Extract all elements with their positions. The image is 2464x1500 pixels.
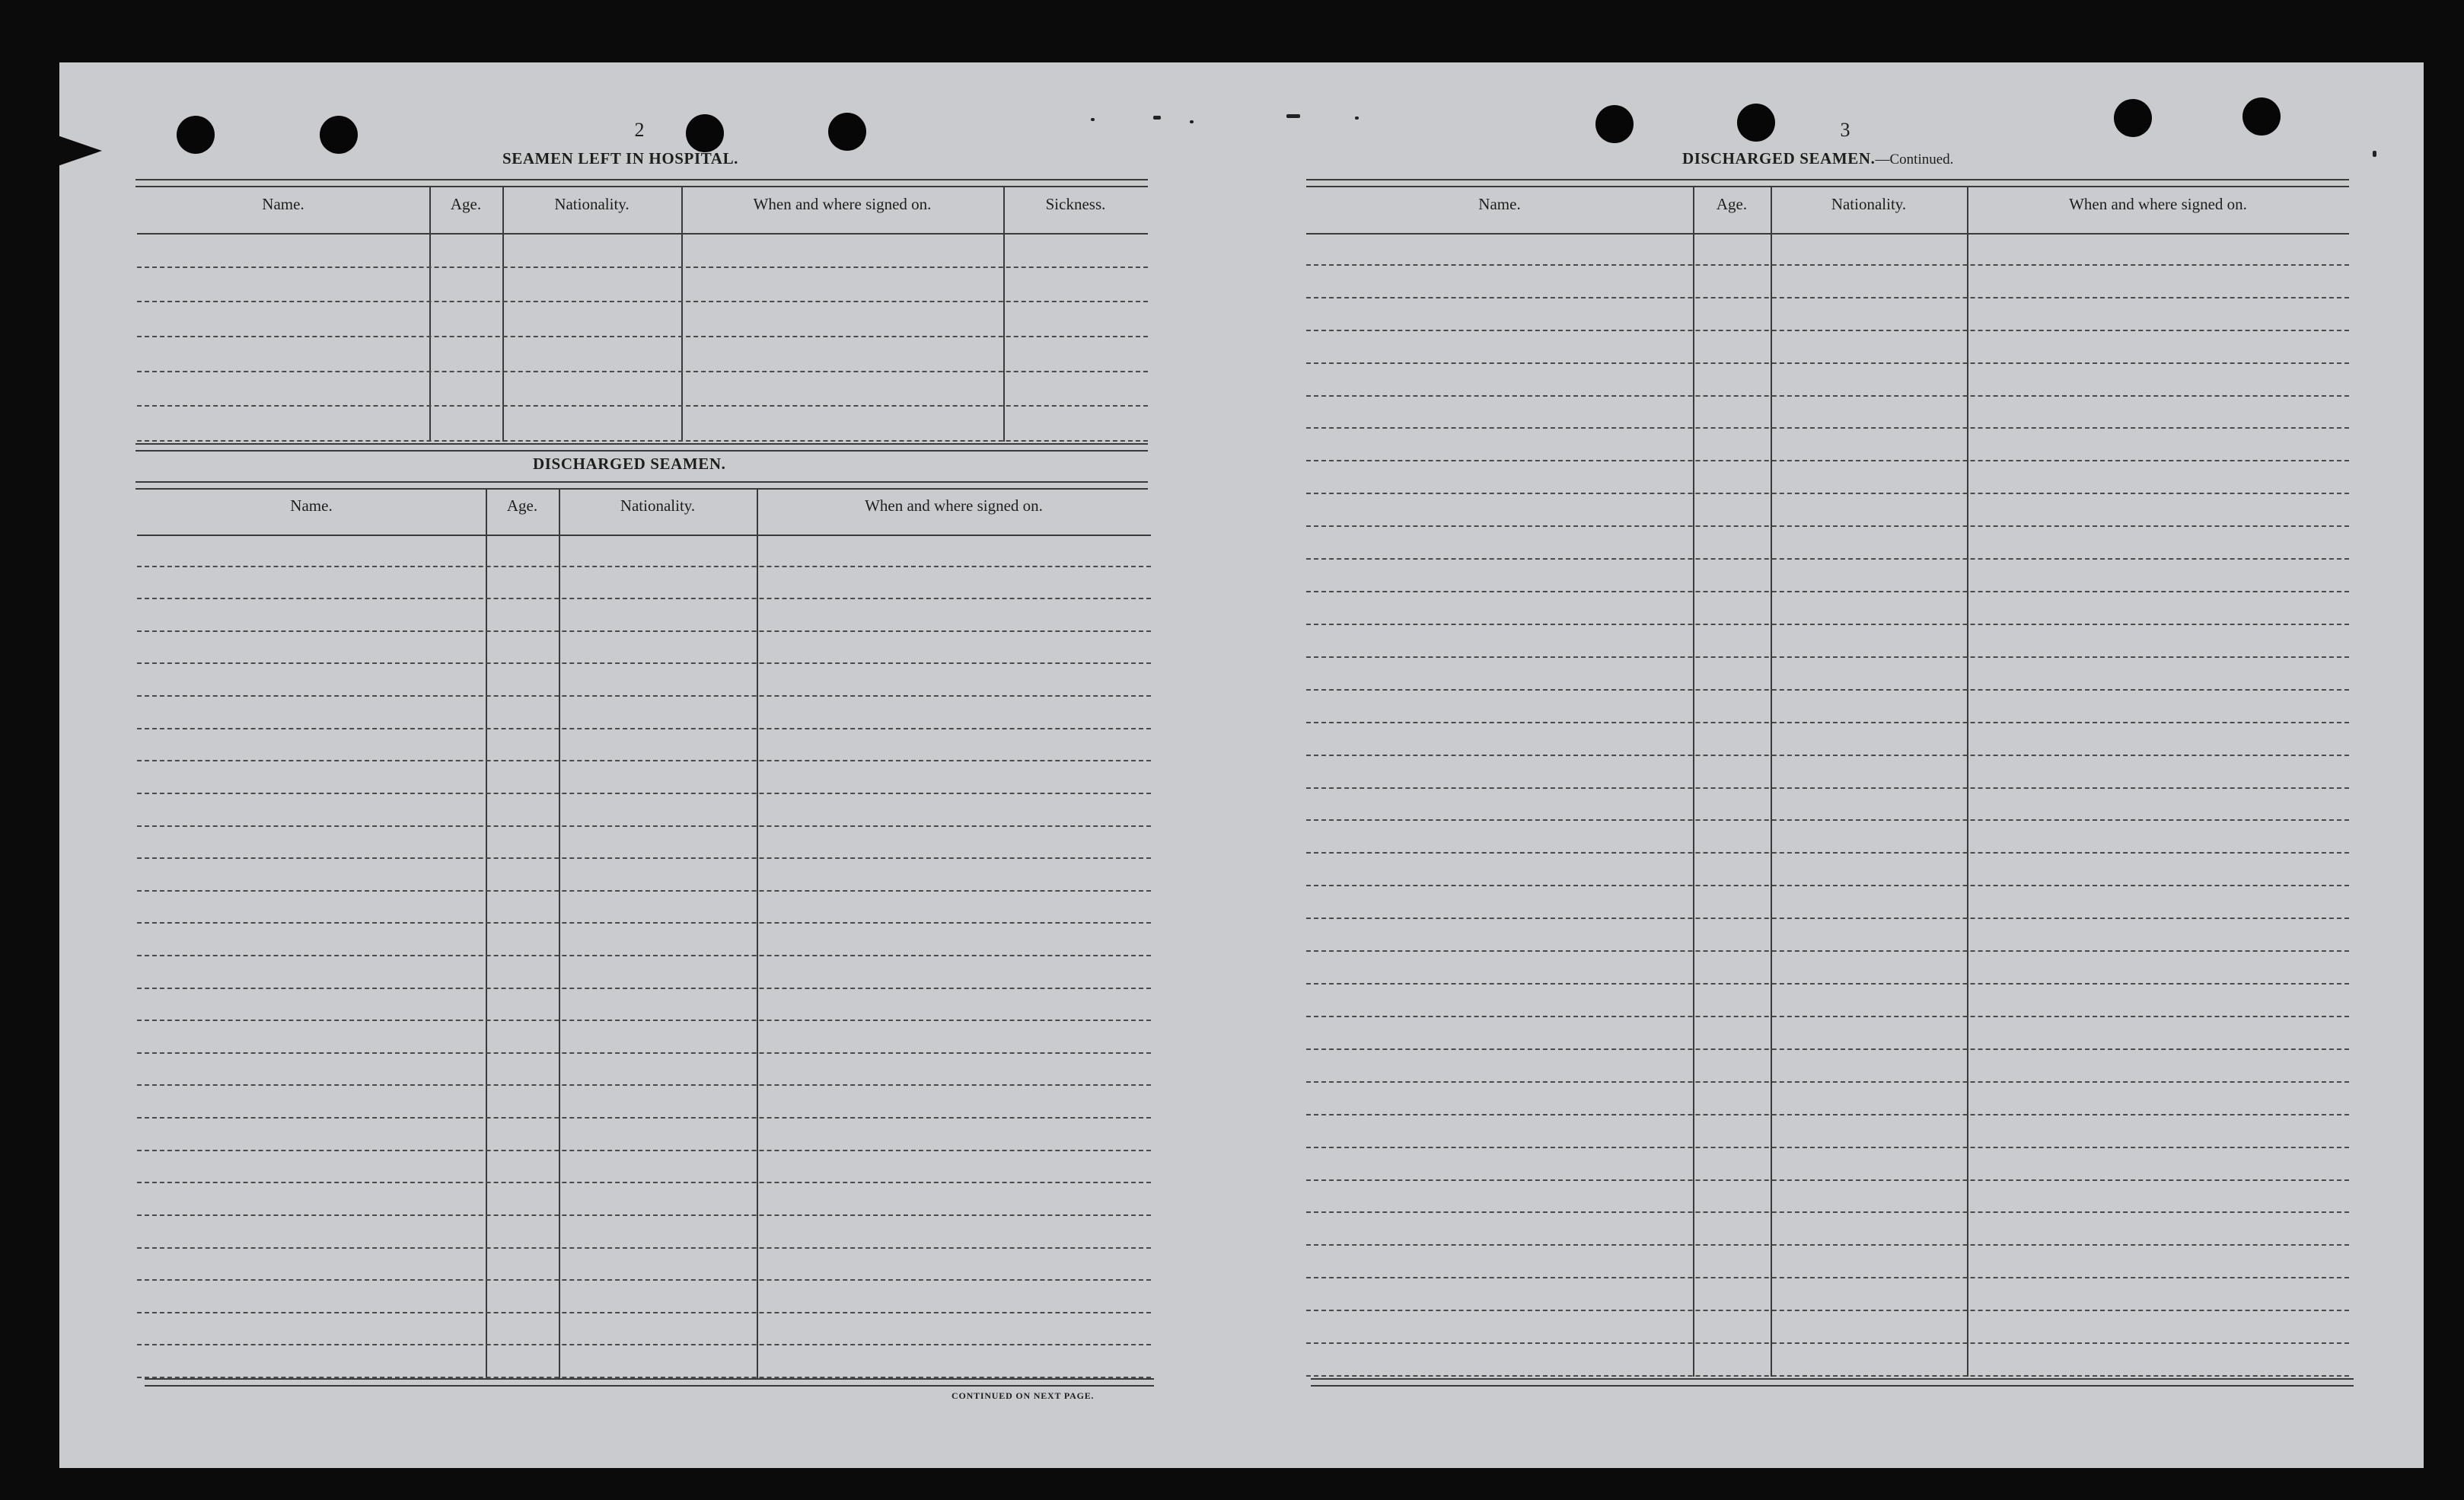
column-divider (1693, 187, 1694, 1377)
col-name-header: Name. (1478, 195, 1521, 213)
hospital-section-title: SEAMEN LEFT IN HOSPITAL. (502, 149, 739, 168)
punch-hole (1737, 104, 1775, 142)
table-row (1306, 1179, 2349, 1181)
table-row (137, 1279, 1151, 1281)
table-row (137, 728, 1151, 729)
table-row (1306, 722, 2349, 723)
table-row (137, 1344, 1151, 1345)
torn-edge-notch (53, 134, 102, 168)
col-age-header: Age. (506, 496, 538, 515)
table-row (137, 598, 1151, 599)
table-row (137, 405, 1148, 407)
table-row (137, 662, 1151, 664)
table-row (137, 1182, 1151, 1183)
discharged-continued-title (1682, 149, 1953, 168)
column-divider (559, 489, 560, 1378)
col-sickness-header: Sickness. (1045, 195, 1106, 213)
title-double-rule (1306, 179, 2349, 187)
table-row (1306, 918, 2349, 919)
table-row (1306, 1277, 2349, 1278)
col-signed-on-header: When and where signed on. (753, 195, 932, 213)
punch-hole (686, 114, 724, 152)
table-row (137, 1150, 1151, 1151)
table-row (137, 630, 1151, 632)
table-row (1306, 297, 2349, 298)
column-divider (429, 187, 431, 442)
table-row (137, 566, 1151, 567)
table-row (1306, 787, 2349, 789)
col-nationality-header: Nationality. (620, 496, 696, 515)
punch-hole (1595, 105, 1634, 143)
table-row (137, 988, 1151, 989)
table-row (137, 440, 1148, 442)
punch-hole (320, 116, 358, 154)
column-divider (502, 187, 504, 442)
table-row (1306, 525, 2349, 527)
table-row (1306, 1342, 2349, 1344)
section-double-rule (135, 481, 1148, 490)
table-row (1306, 493, 2349, 494)
table-row (1306, 1048, 2349, 1050)
table-row (1306, 1081, 2349, 1083)
table-row (137, 857, 1151, 859)
table-row (137, 955, 1151, 956)
table-row (1306, 1310, 2349, 1311)
table-row (1306, 427, 2349, 429)
table-row (137, 825, 1151, 827)
discharged-section-title: DISCHARGED SEAMEN. (533, 455, 726, 473)
table-row (1306, 689, 2349, 691)
table-row (1306, 330, 2349, 331)
table-row (137, 1214, 1151, 1216)
bottom-double-rule (1311, 1378, 2354, 1387)
table-row (137, 760, 1151, 761)
table-row (1306, 624, 2349, 625)
table-row (137, 922, 1151, 924)
table-row (137, 266, 1148, 268)
column-divider (681, 187, 683, 442)
table-row (1306, 1244, 2349, 1246)
ink-speck (2373, 151, 2376, 157)
table-row (1306, 819, 2349, 821)
col-nationality-header: Nationality. (1831, 195, 1907, 213)
column-divider (1003, 187, 1005, 442)
table-row (1306, 983, 2349, 985)
table-row (1306, 264, 2349, 266)
ink-speck (1091, 118, 1095, 121)
table-row (1306, 395, 2349, 397)
continued-note: CONTINUED ON NEXT PAGE. (951, 1390, 1095, 1401)
table-row (137, 1247, 1151, 1249)
col-age-header: Age. (1716, 195, 1748, 213)
ink-speck (1355, 116, 1359, 120)
column-divider (1967, 187, 1968, 1377)
table-row (137, 890, 1151, 892)
title-main: DISCHARGED SEAMEN. (1682, 149, 1876, 168)
page-number: 2 (634, 119, 645, 141)
punch-hole (2114, 99, 2152, 137)
col-signed-on-header: When and where signed on. (865, 496, 1043, 515)
table-row (1306, 1016, 2349, 1017)
table-row (137, 1117, 1151, 1119)
column-divider (1771, 187, 1772, 1377)
col-signed-on-header: When and where signed on. (2069, 195, 2247, 213)
header-underline (137, 535, 1151, 536)
table-row (137, 695, 1151, 697)
table-row (1306, 950, 2349, 952)
ink-speck (1286, 114, 1300, 118)
col-name-header: Name. (262, 195, 304, 213)
col-name-header: Name. (290, 496, 333, 515)
column-divider (757, 489, 758, 1378)
table-row (1306, 885, 2349, 886)
title-continued: —Continued. (1875, 152, 1954, 168)
punch-hole (177, 116, 215, 154)
page-number: 3 (1840, 119, 1850, 141)
punch-hole (2242, 97, 2281, 136)
table-row (137, 336, 1148, 337)
title-double-rule (135, 179, 1148, 187)
table-row (137, 371, 1148, 372)
table-row (1306, 755, 2349, 756)
table-row (1306, 1211, 2349, 1213)
header-underline (137, 233, 1148, 235)
section-double-rule (135, 443, 1148, 452)
col-age-header: Age. (450, 195, 482, 213)
table-row (1306, 460, 2349, 461)
col-nationality-header: Nationality. (554, 195, 630, 213)
table-row (1306, 1114, 2349, 1115)
table-row (137, 1084, 1151, 1086)
table-row (1306, 558, 2349, 560)
table-row (1306, 1375, 2349, 1377)
punch-hole (828, 113, 866, 151)
column-divider (486, 489, 487, 1378)
paper-sheet (59, 62, 2424, 1468)
ink-speck (1190, 120, 1194, 123)
table-row (137, 1020, 1151, 1021)
bottom-double-rule (145, 1378, 1154, 1387)
header-underline (1306, 233, 2349, 235)
table-row (1306, 362, 2349, 364)
table-row (137, 793, 1151, 794)
table-row (137, 1052, 1151, 1054)
table-row (1306, 1147, 2349, 1148)
table-row (137, 1312, 1151, 1313)
table-row (137, 301, 1148, 302)
table-row (1306, 591, 2349, 592)
table-row (1306, 656, 2349, 658)
table-row (1306, 852, 2349, 854)
ink-speck (1153, 116, 1161, 120)
